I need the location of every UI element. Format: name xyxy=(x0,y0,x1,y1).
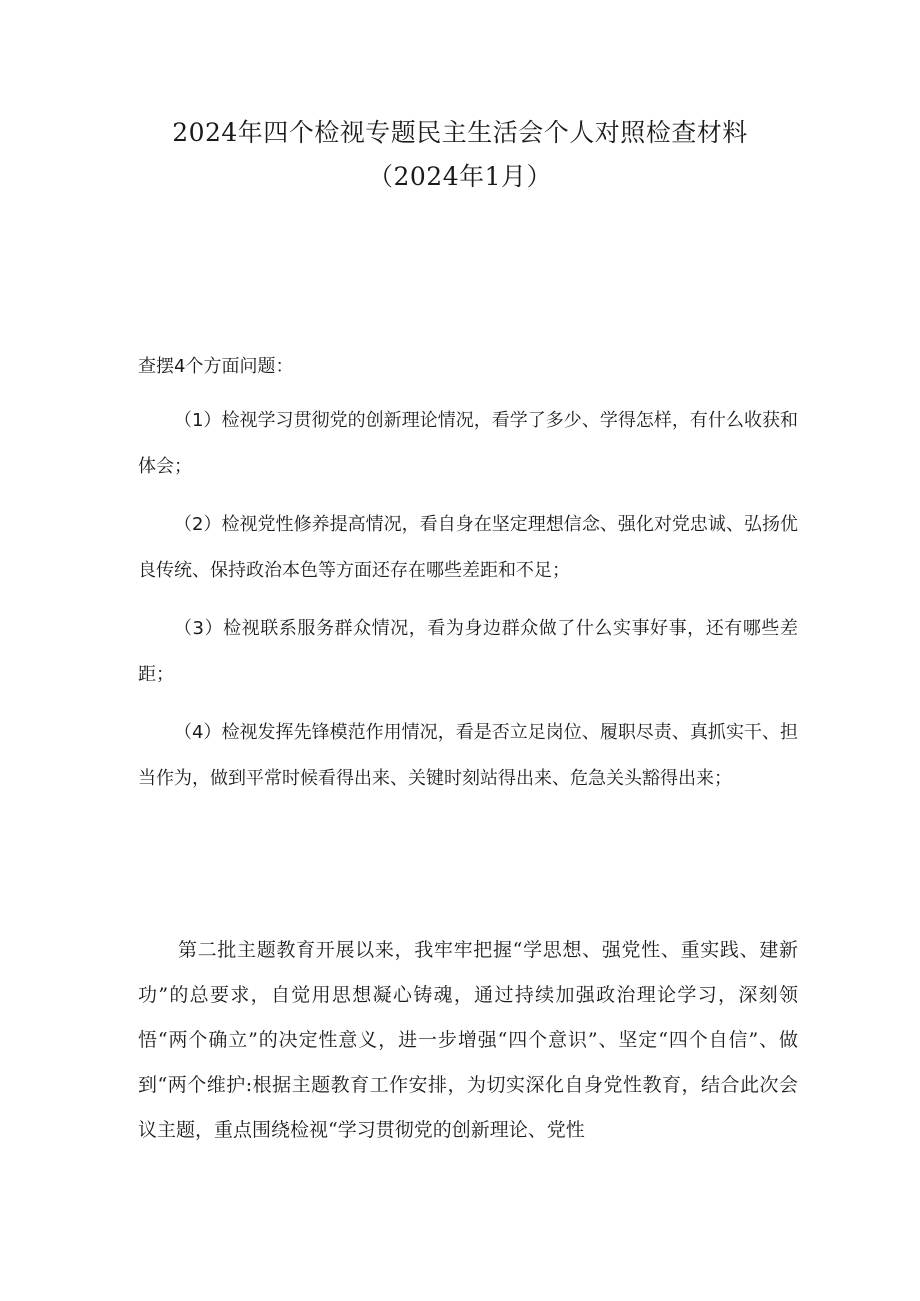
problem-list-section xyxy=(138,352,798,814)
problem-item-1: （1）检视学习贯彻党的创新理论情况，看学了多少、学得怎样，有什么收获和体会； xyxy=(138,410,798,477)
body-section xyxy=(138,928,798,1153)
document-title: 2024年四个检视专题民主生活会个人对照检查材料 xyxy=(172,118,748,147)
problem-item-2: （2）检视党性修养提高情况，看自身在坚定理想信念、强化对党忠诚、弘扬优良传统、保持政治本色等方面还存在哪些差距和不足； xyxy=(138,514,798,581)
document-date: （2024年1月） xyxy=(367,162,553,191)
problem-list-intro: 查摆4个方面问题： xyxy=(138,356,294,377)
body-paragraph: 第二批主题教育开展以来，我牢牢把握“学思想、强党性、重实践、建新功”的总要求，自觉用思想凝心铸魂，通过持续加强政治理论学习，深刻领悟“两个确立”的决定性意义，进一步增强“四个意识”、坚定“四个自信”、做到“两个维护:根据主题教育工作安排，为切实深化自身党性教育，结合此次会议主题，重点围绕检视“学习贯彻党的创新理论、党性 xyxy=(138,939,798,1141)
problem-item-3: （3）检视联系服务群众情况，看为身边群众做了什么实事好事，还有哪些差距； xyxy=(138,618,798,685)
problem-item-4: （4）检视发挥先锋模范作用情况，看是否立足岗位、履职尽责、真抓实干、担当作为，做到平常时候看得出来、关键时刻站得出来、危急关头豁得出来； xyxy=(138,722,798,789)
